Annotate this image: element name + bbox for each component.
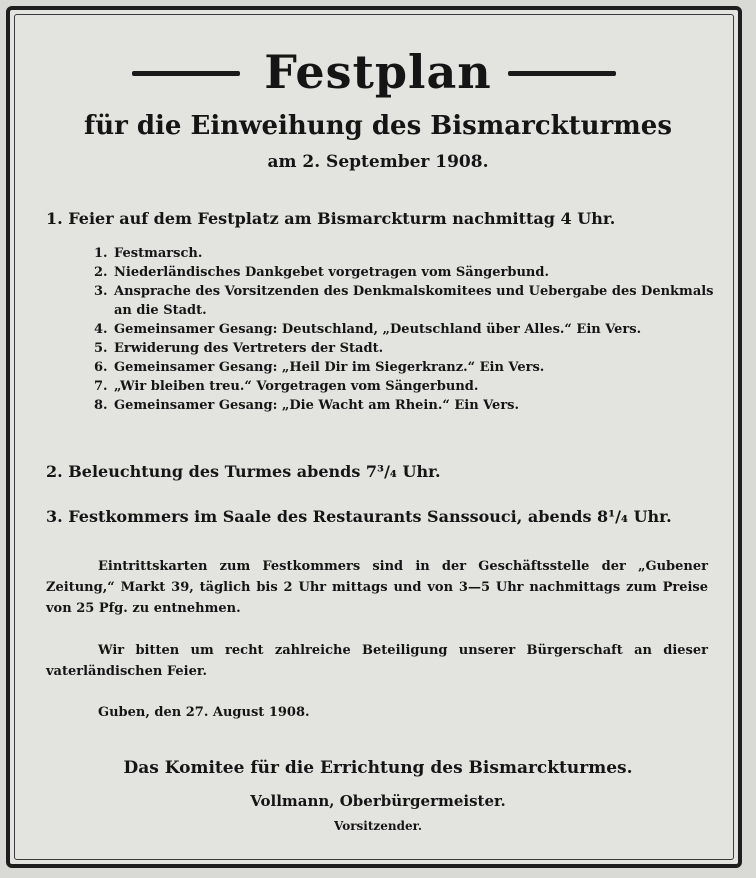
ticket-notice: Eintrittskarten zum Festkommers sind in der Geschäftsstelle der „Gubener Zeitung,“ Markt 39, täglich bis 2 Uhr mittags und von 3—5 Uhr nachmittags zum Preise von 25 Pfg. zu entnehmen.: [46, 559, 708, 616]
item-number: 4.: [94, 322, 108, 337]
item-text: Festmarsch.: [114, 246, 203, 261]
item-number: 3.: [94, 284, 108, 299]
item-text: Erwiderung des Vertreters der Stadt.: [114, 341, 384, 356]
program-item: [94, 358, 714, 377]
program-item: [94, 377, 714, 396]
item-text: Gemeinsamer Gesang: Deutschland, „Deutschland über Alles.“ Ein Vers.: [114, 322, 642, 337]
item-number: 6.: [94, 360, 108, 375]
program-item: [94, 339, 714, 358]
item-text: Niederländisches Dankgebet vorgetragen vom Sängerbund.: [114, 265, 549, 280]
program-list: [94, 244, 714, 415]
item-number: 2.: [94, 265, 108, 280]
signatory-role: Vorsitzender.: [334, 819, 422, 833]
item-text: „Wir bleiben treu.“ Vorgetragen vom Sängerbund.: [114, 379, 479, 394]
program-item: [94, 244, 714, 263]
item-number: 1.: [94, 246, 108, 261]
program-item: [94, 320, 714, 339]
item-text: Gemeinsamer Gesang: „Die Wacht am Rhein.“ Ein Vers.: [114, 398, 520, 413]
event-date: am 2. September 1908.: [267, 152, 489, 172]
program-item: [94, 282, 714, 320]
item-number: 7.: [94, 379, 108, 394]
title-block: [0, 42, 756, 102]
item-text: Gemeinsamer Gesang: „Heil Dir im Siegerkranz.“ Ein Vers.: [114, 360, 545, 375]
program-item: [94, 396, 714, 415]
section-3: 3. Festkommers im Saale des Restaurants Sanssouci, abends 8¹/₄ Uhr.: [46, 507, 672, 526]
signatory-name: Vollmann, Oberbürgermeister.: [250, 792, 506, 810]
item-text: Ansprache des Vorsitzenden des Denkmalskomitees und Uebergabe des Denkmals an die Stadt.: [114, 284, 714, 318]
item-number: 5.: [94, 341, 108, 356]
place-date: Guben, den 27. August 1908.: [98, 705, 310, 720]
participation-request: Wir bitten um recht zahlreiche Beteiligung unserer Bürgerschaft an dieser vaterländischen Feier.: [46, 643, 708, 679]
page-title: Festplan: [264, 45, 492, 99]
program-item: [94, 263, 714, 282]
item-number: 8.: [94, 398, 108, 413]
committee-signature: Das Komitee für die Errichtung des Bismarckturmes.: [123, 758, 633, 778]
section-1: 1. Feier auf dem Festplatz am Bismarckturm nachmittag 4 Uhr.: [46, 209, 616, 228]
title-rule-right: [508, 71, 616, 76]
section-2: 2. Beleuchtung des Turmes abends 7³/₄ Uhr.: [46, 462, 441, 481]
subtitle: für die Einweihung des Bismarckturmes: [84, 111, 672, 141]
